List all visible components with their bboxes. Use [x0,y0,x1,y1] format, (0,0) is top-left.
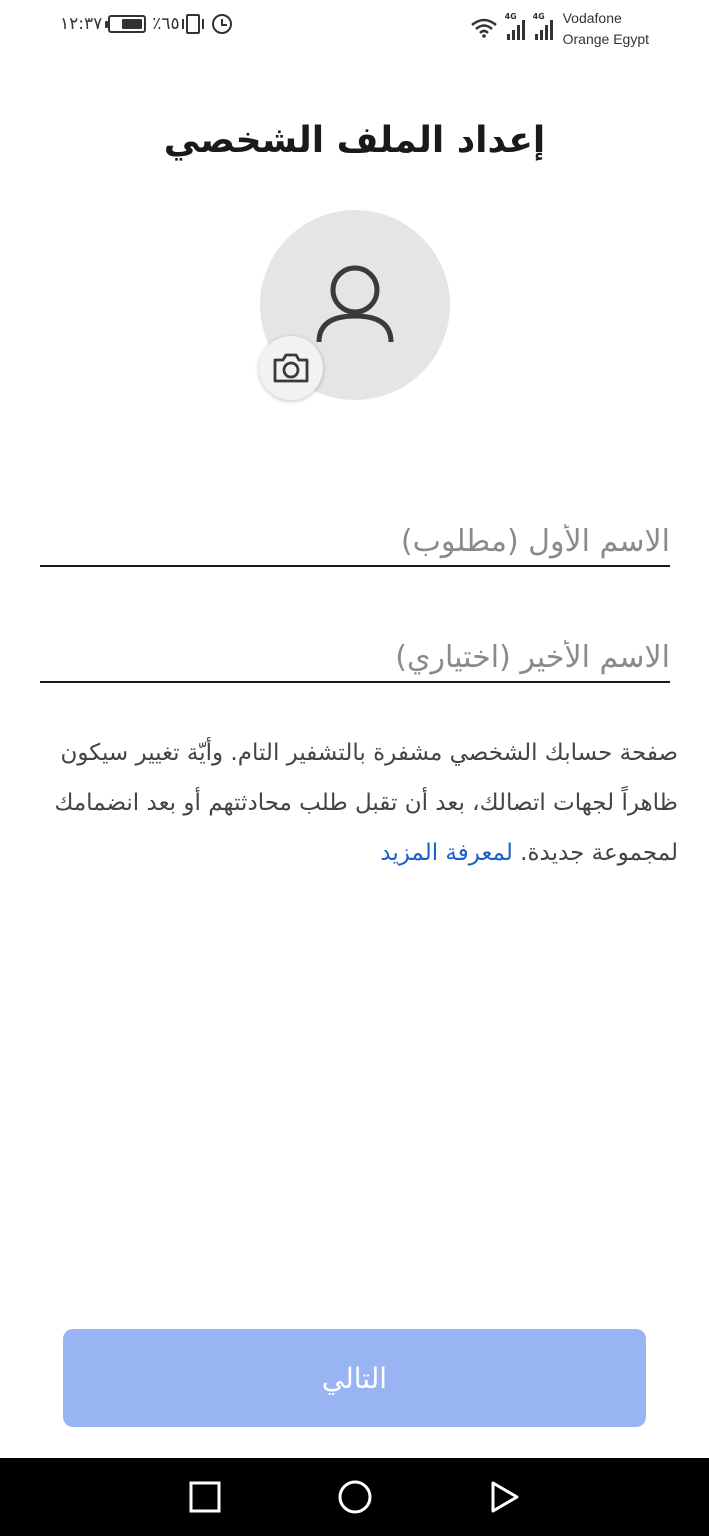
alarm-icon [212,14,232,34]
learn-more-link[interactable]: لمعرفة المزيد [380,840,513,866]
carrier-line-2: Orange Egypt [562,31,649,47]
first-name-input[interactable] [40,518,670,565]
wifi-icon [471,18,497,38]
home-icon[interactable] [338,1480,372,1514]
battery-icon [108,15,146,33]
network-label-1: 4G [504,12,517,21]
recent-apps-icon[interactable] [188,1480,222,1514]
person-icon [315,262,395,344]
network-label-2: 4G [532,12,545,21]
status-time: ١٢:٣٧ [60,14,103,34]
status-right [471,8,649,50]
next-button[interactable]: التالي [63,1329,646,1427]
back-icon[interactable] [487,1480,521,1514]
navigation-bar [0,1458,709,1536]
vibrate-icon [186,14,200,34]
signal-icon-2 [532,12,553,40]
carrier-line-1: Vodafone [562,10,622,26]
last-name-input[interactable] [40,634,670,681]
battery-level: ٪٦٥ [152,14,180,34]
page-title: إعداد الملف الشخصي [163,120,546,161]
camera-button[interactable] [259,336,323,400]
last-name-field [40,634,670,683]
carrier-name [563,8,649,50]
signal-icon-1 [504,12,525,40]
status-left [60,14,232,34]
first-name-field [40,518,670,567]
privacy-info-text: صفحة حسابك الشخصي مشفرة بالتشفير التام. وأيّة تغيير سيكون ظاهراً لجهات اتصالك، بعد أن تقبل طلب محادثتهم أو بعد انضمامك لمجموعة جديدة. [54,740,678,866]
camera-icon [272,352,310,384]
privacy-info [40,728,678,878]
status-bar [0,0,709,58]
